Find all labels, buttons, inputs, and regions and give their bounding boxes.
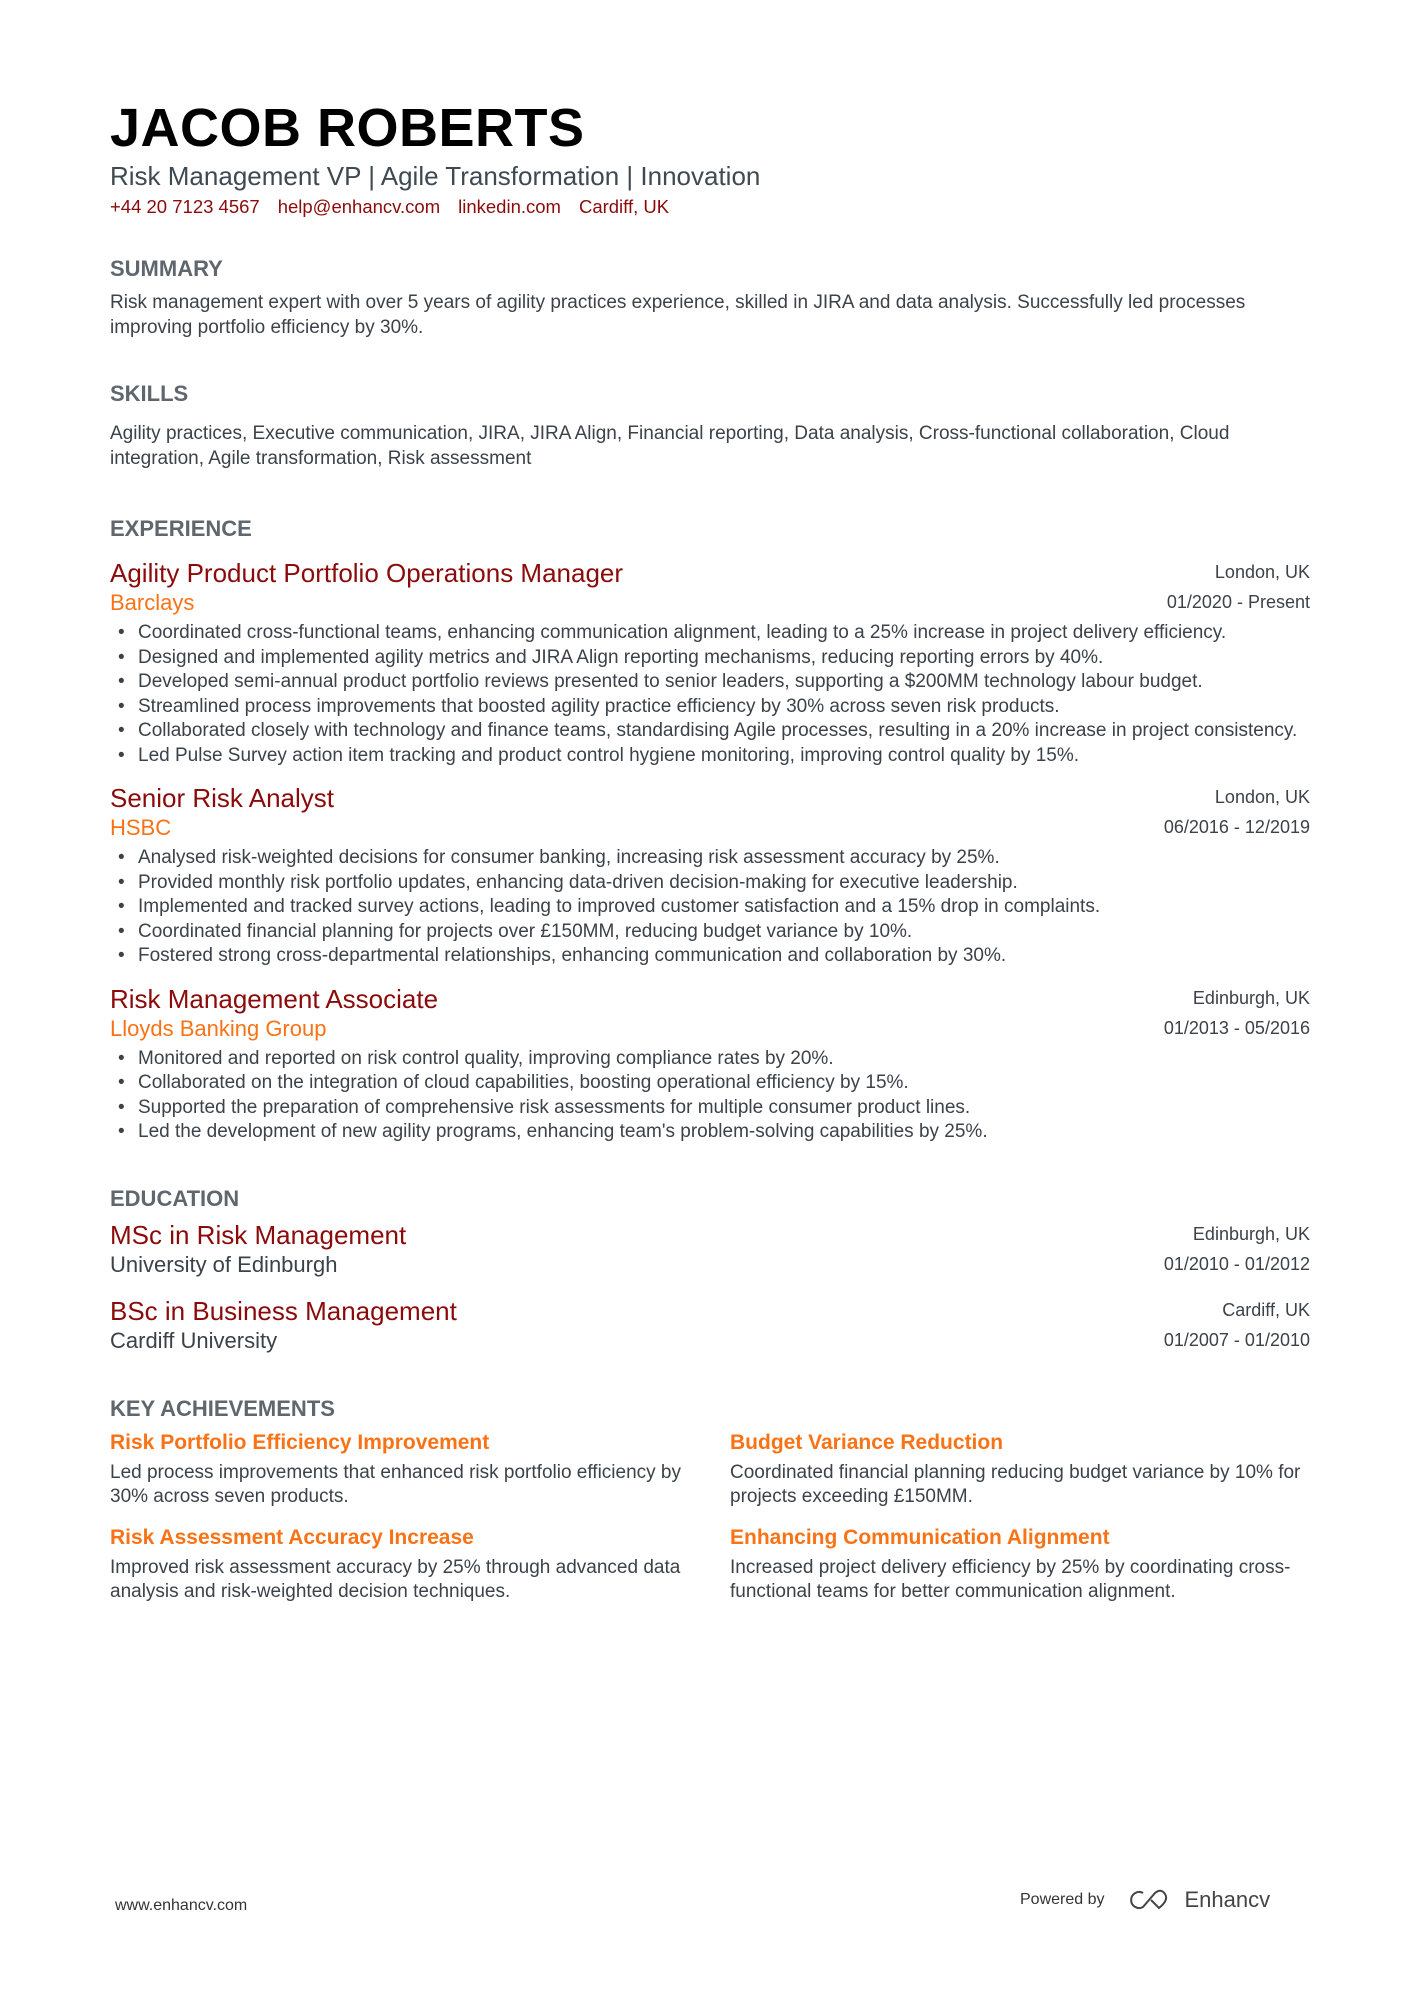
achievement-title: Risk Assessment Accuracy Increase <box>110 1525 474 1549</box>
job-bullet: • Collaborated closely with technology and finance teams, standardising Agile processes, resulting in a 20% increase in project consistency. <box>110 719 1310 744</box>
achievement-text: Coordinated financial planning reducing budget variance by 10% for projects exceeding £150MM. <box>730 1461 1301 1507</box>
powered-by <box>1020 1887 1270 1913</box>
job-bullet: • Coordinated cross-functional teams, enhancing communication alignment, leading to a 25% increase in project delivery efficiency. <box>110 621 1310 646</box>
achievements-section <box>110 1395 1310 1605</box>
section-title: SUMMARY <box>110 256 223 281</box>
achievement <box>730 1524 1310 1605</box>
resume <box>110 98 1310 1605</box>
job-title: Risk Management Associate <box>110 983 439 1014</box>
brand-name: Enhancv <box>1184 1887 1271 1912</box>
job-bullet: • Developed semi-annual product portfolio reviews presented to senior leaders, supporting a $200MM technology labour budget. <box>110 670 1310 695</box>
job-bullet: • Designed and implemented agility metrics and JIRA Align reporting mechanisms, reducing reporting errors by 40%. <box>110 646 1310 671</box>
job-title: Senior Risk Analyst <box>110 783 334 813</box>
job-title: Agility Product Portfolio Operations Manager <box>110 558 624 588</box>
job-bullet: • Led Pulse Survey action item tracking and product control hygiene monitoring, improving control quality by 15%. <box>110 744 1310 769</box>
section-title: EDUCATION <box>110 1185 240 1211</box>
section-title: SKILLS <box>110 381 189 406</box>
skills-section <box>110 380 1310 471</box>
achievement <box>730 1429 1310 1510</box>
achievement-text: Increased project delivery efficiency by 25% by coordinating cross-functional teams for better communication alignment. <box>730 1556 1291 1602</box>
education-entry <box>110 1219 1310 1279</box>
job-bullet: • Implemented and tracked survey actions, leading to improved customer satisfaction and a 15% drop in complaints. <box>110 895 1310 920</box>
edu-location: Cardiff, UK <box>1222 1299 1310 1320</box>
enhancv-brand[interactable] <box>1127 1887 1271 1913</box>
job-dates: 01/2020 - Present <box>1166 592 1310 612</box>
job-entry <box>110 557 1310 768</box>
job-bullet: • Collaborated on the integration of cloud capabilities, boosting operational efficiency by 15%. <box>110 1071 1310 1096</box>
achievement-text: Improved risk assessment accuracy by 25% through advanced data analysis and risk-weighted decision techniques. <box>110 1556 681 1602</box>
job-bullet: • Streamlined process improvements that boosted agility practice efficiency by 30% across seven risk products. <box>110 695 1310 720</box>
job-bullets <box>110 1047 1310 1145</box>
job-bullet: • Fostered strong cross-departmental relationships, enhancing communication and collaboration by 30%. <box>110 944 1310 969</box>
summary-section <box>110 255 1310 340</box>
company-name: HSBC <box>110 815 172 840</box>
education-entry <box>110 1295 1310 1355</box>
enhancv-logo-icon <box>1127 1888 1173 1912</box>
candidate-name: JACOB ROBERTS <box>110 98 585 158</box>
edu-dates: 01/2007 - 01/2010 <box>1163 1329 1310 1350</box>
company-name: Barclays <box>110 590 195 615</box>
summary-text: Risk management expert with over 5 years of agility practices experience, skilled in JIRA and data analysis. Successfully led processes improving portfolio efficiency by 30%. <box>110 292 1246 338</box>
degree: BSc in Business Management <box>110 1295 457 1326</box>
job-bullets <box>110 621 1310 768</box>
achievement-title: Risk Portfolio Efficiency Improvement <box>110 1430 490 1454</box>
section-title: KEY ACHIEVEMENTS <box>110 1395 335 1421</box>
job-dates: 01/2013 - 05/2016 <box>1163 1017 1310 1038</box>
edu-location: Edinburgh, UK <box>1192 1223 1310 1244</box>
powered-by-label: Powered by <box>1020 1891 1105 1908</box>
job-location: Edinburgh, UK <box>1192 987 1310 1008</box>
job-bullet: • Supported the preparation of comprehensive risk assessments for multiple consumer product lines. <box>110 1096 1310 1121</box>
school: Cardiff University <box>110 1327 278 1353</box>
job-entry <box>110 782 1310 969</box>
edu-dates: 01/2010 - 01/2012 <box>1163 1253 1310 1274</box>
job-bullet: • Led the development of new agility programs, enhancing team's problem-solving capabilities by 25%. <box>110 1120 1310 1145</box>
achievement-title: Enhancing Communication Alignment <box>730 1525 1110 1549</box>
school: University of Edinburgh <box>110 1251 338 1277</box>
contact-location: Cardiff, UK <box>578 196 670 217</box>
job-dates: 06/2016 - 12/2019 <box>1163 817 1310 837</box>
company-name: Lloyds Banking Group <box>110 1015 327 1041</box>
contact-linkedin[interactable]: linkedin.com <box>458 196 561 217</box>
skills-text: Agility practices, Executive communication, JIRA, JIRA Align, Financial reporting, Data analysis, Cross-functional collaboration, Cloud integration, Agile transformation, Risk assessment <box>110 423 1230 469</box>
achievement-text: Led process improvements that enhanced risk portfolio efficiency by 30% across seven products. <box>110 1461 682 1507</box>
job-bullet: • Analysed risk-weighted decisions for consumer banking, increasing risk assessment accuracy by 25%. <box>110 846 1310 871</box>
job-bullet: • Provided monthly risk portfolio updates, enhancing data-driven decision-making for executive leadership. <box>110 871 1310 896</box>
education-section <box>110 1185 1310 1355</box>
contact-phone[interactable]: +44 20 7123 4567 <box>110 196 260 217</box>
experience-section <box>110 515 1310 1145</box>
degree: MSc in Risk Management <box>110 1219 407 1250</box>
achievement-title: Budget Variance Reduction <box>730 1430 1004 1454</box>
job-bullets <box>110 846 1310 969</box>
job-bullet: • Monitored and reported on risk control quality, improving compliance rates by 20%. <box>110 1047 1310 1072</box>
headline: Risk Management VP | Agile Transformation | Innovation <box>110 161 761 191</box>
contact-list <box>110 195 1310 219</box>
contact-email[interactable]: help@enhancv.com <box>277 196 441 217</box>
achievement <box>110 1429 690 1510</box>
job-bullet: • Coordinated financial planning for projects over £150MM, reducing budget variance by 10%. <box>110 920 1310 945</box>
achievement <box>110 1524 690 1605</box>
section-title: EXPERIENCE <box>110 516 252 541</box>
job-location: London, UK <box>1214 787 1310 807</box>
footer-website[interactable]: www.enhancv.com <box>115 1897 248 1914</box>
job-location: London, UK <box>1214 562 1310 582</box>
job-entry <box>110 983 1310 1145</box>
